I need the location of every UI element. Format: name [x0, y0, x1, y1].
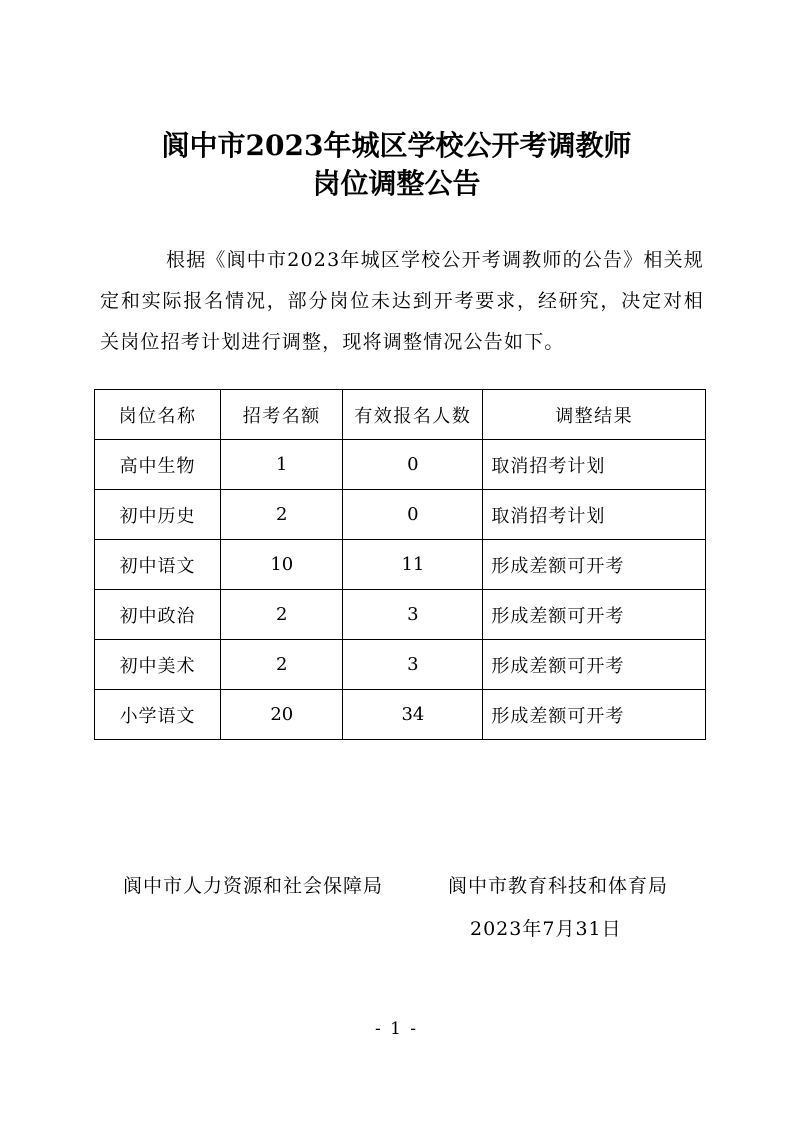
cell-quota: 2: [221, 590, 343, 640]
page-number: - 1 -: [374, 1019, 419, 1039]
header-valid-applicants: 有效报名人数: [343, 390, 483, 440]
cell-result: 形成差额可开考: [483, 540, 706, 590]
cell-result: 形成差额可开考: [483, 590, 706, 640]
cell-applicants: 3: [343, 640, 483, 690]
table-header-row: [95, 390, 706, 440]
cell-applicants: 11: [343, 540, 483, 590]
cell-position: 初中语文: [95, 540, 221, 590]
cell-result: 形成差额可开考: [483, 690, 706, 740]
cell-applicants: 0: [343, 440, 483, 490]
table-row: [95, 540, 706, 590]
cell-position: 初中美术: [95, 640, 221, 690]
cell-position: 初中政治: [95, 590, 221, 640]
signatory-hr-bureau: 阆中市人力资源和社会保障局: [123, 875, 384, 897]
cell-quota: 10: [221, 540, 343, 590]
cell-applicants: 3: [343, 590, 483, 640]
adjustment-table: [94, 389, 706, 740]
cell-result: 形成差额可开考: [483, 640, 706, 690]
issue-date: 2023年7月31日: [470, 918, 622, 940]
cell-applicants: 34: [343, 690, 483, 740]
cell-position: 初中历史: [95, 490, 221, 540]
cell-applicants: 0: [343, 490, 483, 540]
signatory-education-bureau: 阆中市教育科技和体育局: [448, 875, 669, 897]
cell-quota: 20: [221, 690, 343, 740]
cell-quota: 2: [221, 490, 343, 540]
cell-position: 小学语文: [95, 690, 221, 740]
table-row: [95, 590, 706, 640]
cell-position: 高中生物: [95, 440, 221, 490]
table-row: [95, 640, 706, 690]
cell-result: 取消招考计划: [483, 490, 706, 540]
header-quota: 招考名额: [221, 390, 343, 440]
header-position-name: 岗位名称: [95, 390, 221, 440]
cell-quota: 2: [221, 640, 343, 690]
title-line-2: 岗位调整公告: [312, 167, 481, 200]
cell-result: 取消招考计划: [483, 440, 706, 490]
cell-quota: 1: [221, 440, 343, 490]
body-paragraph: 根据《阆中市2023年城区学校公开考调教师的公告》相关规定和实际报名情况，部分岗位未达到开考要求，经研究，决定对相关岗位招考计划进行调整，现将调整情况公告如下。: [100, 249, 704, 353]
table-row: [95, 690, 706, 740]
title-line-1: 阆中市2023年城区学校公开考调教师: [161, 129, 632, 162]
table-row: [95, 490, 706, 540]
table-row: [95, 440, 706, 490]
header-result: 调整结果: [483, 390, 706, 440]
